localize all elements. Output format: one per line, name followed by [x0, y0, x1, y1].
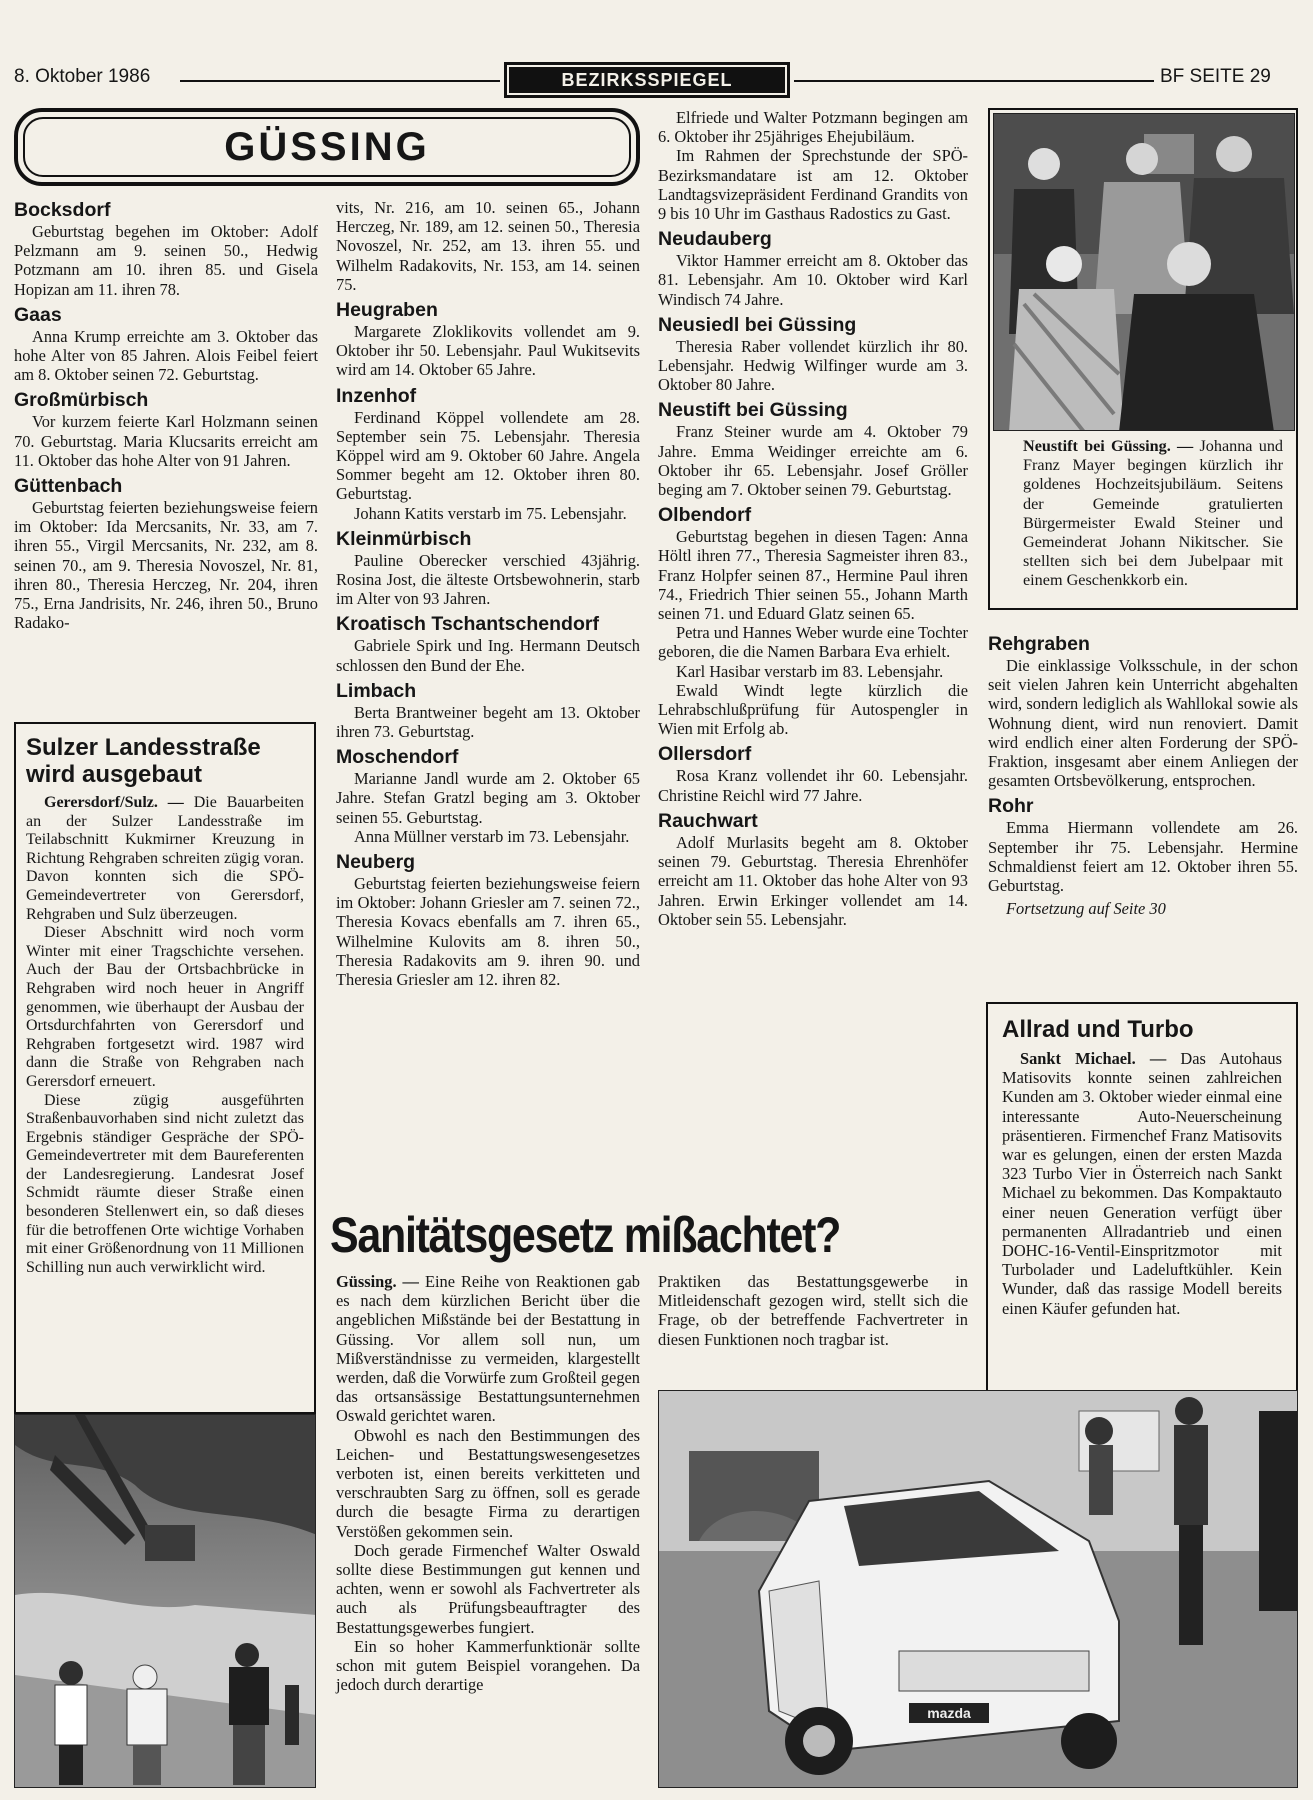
caption-dateline: Neustift bei Güssing. —	[1023, 437, 1194, 455]
section-text: Ferdinand Köppel vollendete am 28. September sein 75. Lebensjahr. Theresia Köppel wird am 9. Oktober 60 Jahre. Angela Sommer begeht am 12. Oktober ihren 80. Geburtstag.	[336, 407, 640, 504]
district-title: GÜSSING	[23, 117, 631, 177]
section-text: Theresia Raber vollendet kürzlich ihr 80. Lebensjahr. Hedwig Wilfinger wurde am 3. Oktober 80 Jahre.	[658, 336, 968, 395]
section-text: Margarete Zloklikovits vollendet am 9. Oktober ihr 50. Lebensjahr. Paul Wukitsevits wird am 14. Oktober 65 Jahre.	[336, 322, 640, 380]
section-text: Elfriede und Walter Potzmann begingen am 6. Oktober ihr 25jähriges Ehejubiläum.	[658, 108, 968, 147]
car-photo-image	[659, 1391, 1298, 1788]
article-text: Eine Reihe von Reaktionen gab es nach dem kürzlichen Bericht über die angeblichen Mißstände bei der Bestattung in Güssing. Vor allem soll nun, um Mißverständnisse zu vermeiden, klargestellt werden, daß die Vorwürfe zum Großteil gegen das ortsansässige Bestattungsunternehmen Oswald gerichtet waren.	[336, 1272, 640, 1426]
article-text: Das Autohaus Matisovits konnte seinen zahlreichen Kunden am 3. Oktober wieder einmal eine interessante Auto-Neuerscheinung präsentieren. Firmenchef Franz Matisovits war es gelungen, einen der ersten Mazda 323 Turbo Vier in Österreich nach Sankt Michael zu bekommen. Das Kompaktauto einer neuen Generation verfügt über permanenten Allradantrieb und einen DOHC-16-Ventil-Einspritzmotor mit Turbolader und Ladeluftkühler. Kein Wunder, daß das rassige Modell bereits einen Käufer gefunden hat.	[1002, 1049, 1282, 1318]
section-text: Rosa Kranz vollendet ihr 60. Lebensjahr. Christine Reichl wird 77 Jahre.	[658, 766, 968, 805]
section-text: Adolf Murlasits begeht am 8. Oktober seinen 79. Geburtstag. Theresia Ehrenhöfer erreicht am 11. Oktober das hohe Alter von 93 Jahren. Erwin Erkinger vollendet am 14. Oktober sein 55. Lebensjahr.	[658, 832, 968, 929]
section-label: BEZIRKSSPIEGEL	[509, 67, 785, 93]
section-heading: Bocksdorf	[14, 199, 111, 221]
photo-caption	[993, 431, 1293, 591]
article-paragraph: Dieser Abschnitt wird noch vorm Winter mit einer Tragschichte versehen. Auch der Bau der Ortsbachbrücke in Rehgraben wird noch heuer in Angriff genommen, wie überhaupt der Ausbau der Ortsdurchfahrten von Gerersdorf und Rehgraben fortgesetzt wird. 1987 wird dann die Straße von Rehgraben nach Gerersdorf erneuert.	[26, 924, 304, 1090]
section-text: Geburtstag feierten beziehungsweise feiern im Oktober: Johann Griesler am 7. seinen 72., Theresia Kovacs ebenfalls am 7. ihren 65., Wilhelmine Kulovits am 8. ihren 50., Theresia Radakovits am 9. ihren 90. und Theresia Griesler am 12. ihren 82.	[336, 874, 640, 990]
article-title: Allrad und Turbo	[1002, 1016, 1194, 1043]
section-heading: Kroatisch Tschantschendorf	[336, 613, 599, 636]
article-paragraph	[336, 1272, 640, 1426]
construction-photo-image	[15, 1415, 316, 1788]
sulzer-article-box	[14, 722, 316, 1414]
section-text: Petra und Hannes Weber wurde eine Tochter geboren, die die Namen Barbara Eva erhielt.	[658, 623, 968, 662]
section-text: Gabriele Spirk und Ing. Hermann Deutsch schlossen den Bund der Ehe.	[336, 636, 640, 675]
caption-text: Johanna und Franz Mayer begingen kürzlich ihr goldenes Hochzeitsjubiläum. Seitens der Gemeinde gratulierten Bürgermeister Ewald Steiner und Gemeinderat Johann Nikitscher. Sie stellten sich bei dem Jubelpaar mit einem Geschenkkorb ein.	[1023, 437, 1284, 590]
section-text: Die einklassige Volksschule, in der schon seit vielen Jahren kein Unterricht abgehalten wird, sondern lediglich als Wahllokal sowie als Wohnung dient, wird nun renoviert. Damit wird endlich einer alten Forderung der SPÖ-Fraktion, insgesamt aber einem Anliegen der gesamten Ortsbevölkerung, entsprochen.	[988, 656, 1298, 791]
sanitaet-column-1	[336, 1272, 640, 1694]
couple-photo-box	[988, 108, 1298, 610]
section-text: Im Rahmen der Sprechstunde der SPÖ-Bezirksmandatare ist am 12. Oktober Landtagsvizepräsident Ferdinand Grandits von 9 bis 10 Uhr im Gasthaus Radostics zu Gast.	[658, 146, 968, 224]
section-text: Vor kurzem feierte Karl Holzmann seinen 70. Geburtstag. Maria Klucsarits erreicht am 11. Oktober das hohe Alter von 91 Jahren.	[14, 412, 318, 470]
continued-note[interactable]: Fortsetzung auf Seite 30	[1006, 899, 1166, 919]
section-text: Emma Hiermann vollendete am 26. September ihr 75. Lebensjahr. Hermine Schmaldienst feiert am 12. Oktober ihren 55. Geburtstag.	[988, 818, 1298, 896]
district-masthead	[14, 108, 640, 186]
section-text: Karl Hasibar verstarb im 83. Lebensjahr.	[676, 661, 944, 681]
article-title: Sulzer Landesstraße wird ausgebaut	[26, 734, 261, 788]
section-heading: Kleinmürbisch	[336, 527, 472, 550]
section-heading: Güttenbach	[14, 475, 123, 498]
article-paragraph: Doch gerade Firmenchef Walter Oswald sollte diese Bestimmungen gut kennen und achten, wenn er sowohl als Fachvertreter als auch als Prüfungsbeauftragter des Bestattungsgewerbes fungiert.	[336, 1540, 640, 1637]
column-2	[336, 198, 640, 989]
section-heading: Rauchwart	[658, 809, 758, 832]
article-paragraph: Praktiken das Bestattungsgewerbe in Mitleidenschaft gezogen wird, stellt sich die Frage, ob der betreffende Fachvertreter in diesen Funktionen noch tragbar ist.	[658, 1272, 968, 1349]
construction-photo	[14, 1414, 316, 1788]
section-label-box	[504, 62, 790, 98]
section-heading: Rohr	[988, 795, 1034, 818]
article-text: Die Bauarbeiten an der Sulzer Landesstraße im Teilabschnitt Kukmirner Kreuzung in Richtung Rehgraben schreiten zügig voran. Davon konnten sich die SPÖ-Gemeindevertreter von Gerersdorf, Rehgraben und Sulz überzeugen.	[26, 794, 305, 923]
sanitaet-column-2	[658, 1272, 968, 1349]
section-heading: Ollersdorf	[658, 743, 752, 766]
couple-photo	[993, 113, 1295, 431]
section-text: vits, Nr. 216, am 10. seinen 65., Johann Herczeg, Nr. 189, am 12. seinen 50., Theresia Novoszel, Nr. 252, am 13. ihren 55. und Wilhelm Radakovits, Nr. 153, am 14. seinen 75.	[336, 198, 640, 294]
section-heading: Olbendorf	[658, 504, 752, 527]
section-text: Anna Krump erreichte am 3. Oktober das hohe Alter von 85 Jahren. Alois Feibel feiert am 8. Oktober seinen 72. Geburtstag.	[14, 326, 318, 385]
article-paragraph: Ein so hoher Kammerfunktionär sollte schon mit gutem Beispiel vorangehen. Da jedoch durch derartige	[336, 1636, 640, 1695]
section-heading: Inzenhof	[336, 384, 417, 407]
article-dateline: Sankt Michael. —	[1020, 1049, 1167, 1068]
section-text: Ewald Windt legte kürzlich die Lehrabschlußprüfung für Autospengler in Wien mit Erfolg ab.	[658, 680, 968, 739]
section-heading: Moschendorf	[336, 746, 459, 769]
section-heading: Gaas	[14, 303, 62, 326]
article-paragraph	[26, 794, 304, 924]
article-dateline: Güssing. —	[336, 1272, 419, 1291]
article-dateline: Gerersdorf/Sulz. —	[44, 794, 184, 811]
section-text: Pauline Oberecker verschied 43jährig. Rosina Jost, die älteste Ortsbewohnerin, starb im Alter von 93 Jahren.	[336, 550, 640, 609]
section-heading: Heugraben	[336, 299, 438, 322]
section-text: Marianne Jandl wurde am 2. Oktober 65 Jahre. Stefan Gratzl beging am 3. Oktober seinen 55. Geburtstag.	[336, 769, 640, 827]
section-heading: Neusiedl bei Güssing	[658, 313, 857, 336]
section-text: Geburtstag begehen im Oktober: Adolf Pelzmann am 9. seinen 50., Hedwig Potzmann am 10. ihren 85. und Gisela Hopizan am 11. ihren 78.	[14, 222, 318, 299]
section-text: Franz Steiner wurde am 4. Oktober 79 Jahre. Emma Weidinger erreichte am 6. Oktober ihr 65. Lebensjahr. Josef Gröller beging am 7. Oktober seinen 79. Geburtstag.	[658, 422, 968, 500]
section-text: Viktor Hammer erreicht am 8. Oktober das 81. Lebensjahr. Am 10. Oktober wird Karl Windisch 74 Jahre.	[658, 251, 968, 309]
column-1	[14, 198, 318, 632]
section-heading: Rehgraben	[988, 633, 1090, 655]
section-heading: Neustift bei Güssing	[658, 399, 848, 422]
article-paragraph: Diese zügig ausgeführten Straßenbauvorhaben sind nicht zuletzt das Ergebnis ständiger Gespräche der SPÖ-Gemeindevertreter mit dem Baureferenten der Landesregierung. Landesrat Josef Schmidt räumte dieser Straße einen besonderen Stellenwert ein, so daß dieses für die betroffenen Orte wichtige Vorhaben mit einer Größenordnung von 11 Millionen Schilling nun auch verwirklicht wird.	[26, 1091, 304, 1276]
section-heading: Limbach	[336, 679, 417, 702]
page-number: BF SEITE 29	[1160, 66, 1271, 87]
column-4	[988, 632, 1298, 918]
couple-photo-image	[994, 114, 1295, 431]
header-rule-left	[180, 80, 500, 82]
section-heading: Neuberg	[336, 851, 416, 874]
column-3	[658, 108, 968, 929]
section-text: Anna Müllner verstarb im 73. Lebensjahr.	[354, 826, 630, 846]
section-heading: Großmürbisch	[14, 389, 149, 412]
issue-date: 8. Oktober 1986	[14, 66, 151, 87]
section-text: Berta Brantweiner begeht am 13. Oktober ihren 73. Geburtstag.	[336, 702, 640, 742]
section-heading: Neudauberg	[658, 228, 772, 251]
car-photo	[658, 1390, 1298, 1788]
section-text: Geburtstag feierten beziehungsweise feiern im Oktober: Ida Mercsanits, Nr. 33, am 7. ihren 55., Virgil Mercsanits, Nr. 232, am 8. seinen 70., am 9. Theresia Novoszel, Nr. 81, ihren 80., Theresia Herczeg, Nr. 204, ihren 75., Erna Jandrisits, Nr. 246, ihren 50., Bruno Radako-	[14, 498, 318, 633]
section-text: Geburtstag begehen in diesen Tagen: Anna Höltl ihren 77., Theresia Sagmeister ihren 83., Franz Holpfer seinen 87., Hermine Paul ihren 74., Friedrich Thier seinen 55., Johann Marth seinen 71. und Eduard Glatz seinen 65.	[658, 527, 968, 624]
section-text: Johann Katits verstarb im 75. Lebensjahr.	[354, 503, 627, 523]
header-rule-right	[794, 80, 1154, 82]
license-plate-text: mazda	[927, 1705, 971, 1721]
article-paragraph	[1002, 1049, 1282, 1318]
allrad-article-box	[986, 1002, 1298, 1394]
sanitaet-headline: Sanitätsgesetz mißachtet?	[330, 1207, 841, 1263]
article-paragraph: Obwohl es nach den Bestimmungen des Leichen- und Bestattungswesengesetzes verboten ist, einen bereits verkitteten und verschraubten Sarg zu öffnen, soll es gerade durch die besagte Firma zu derartigen Verstößen gekommen sein.	[336, 1425, 640, 1541]
